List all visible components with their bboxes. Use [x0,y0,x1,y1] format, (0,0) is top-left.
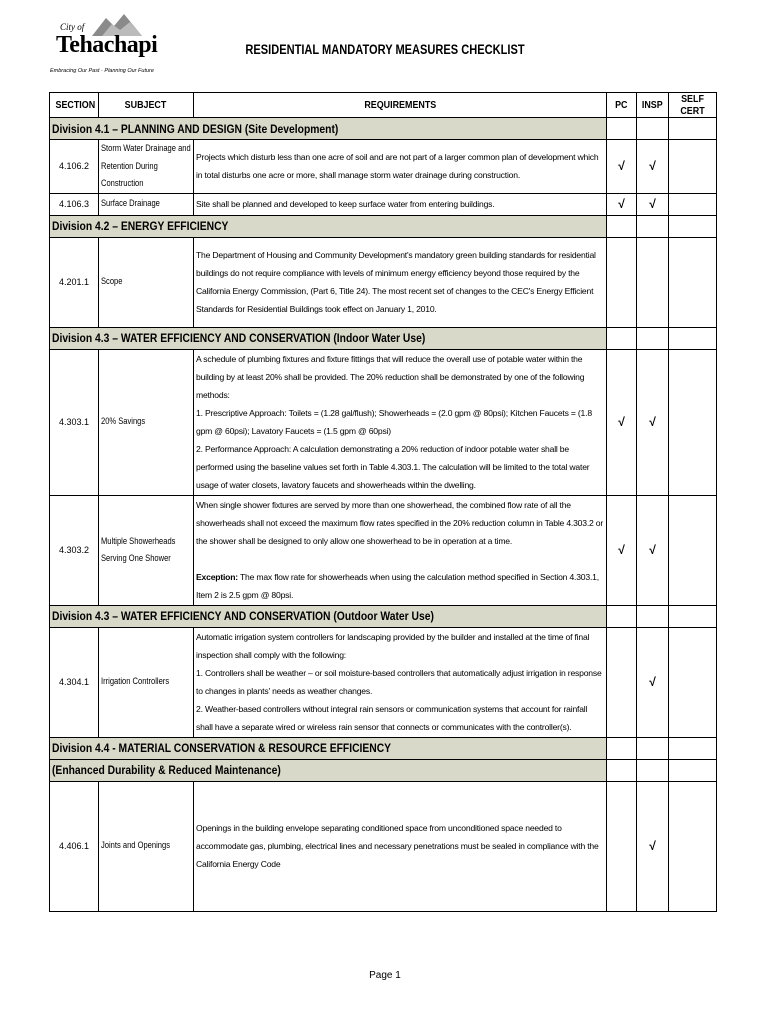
pc-check [607,237,637,327]
table-row [50,237,717,327]
table-row [50,193,717,215]
division-subtitle: (Enhanced Durability & Reduced Maintenance) [52,763,281,777]
requirement-cell: When single shower fixtures are served by more than one showerhead, the combined flow rate of all the showerheads shall not exceed the maximum flow rates specified in the 20% reduction column in Table 4.303.2 or the shower shall be designed to only allow one showerhead to be in operation at a time. Exception: The max flow rate for showerheads when using the calculation method specified in Section 4.303.1, Item 2 is 2.5 gpm @ 80psi. [194,495,607,605]
header-row [50,93,717,118]
division-title: Division 4.4 - MATERIAL CONSERVATION & RESOURCE EFFICIENCY [52,741,392,755]
requirement-cell: A schedule of plumbing fixtures and fixture fittings that will reduce the overall use of potable water within the building by at least 20% shall be provided. The 20% reduction shall be demonstrated by one of the following methods: 1. Prescriptive Approach: Toilets = (1.28 gal/flush); Showerheads = (2.0 gpm @ 80psi); Kitchen Faucets = (1.8 gpm @ 60psi); Lavatory Faucets = (1.5 gpm @ 60psi) 2. Performance Approach: A calculation demonstrating a 20% reduction of indoor potable water shall be performed using the baseline values set forth in Table 4.303.1. The calculation will be limited to the total water usage of water closets, lavatory faucets and showerheads within the dwelling. [194,349,607,495]
exception-label: Exception: [196,572,238,582]
division-title: Division 4.2 – ENERGY EFFICIENCY [52,219,229,233]
division-title: Division 4.3 – WATER EFFICIENCY AND CONSERVATION (Indoor Water Use) [52,331,426,345]
pc-check [607,627,637,737]
insp-check: √ [637,495,669,605]
insp-check [637,237,669,327]
header-requirements: REQUIREMENTS [194,93,607,118]
insp-check: √ [637,781,669,911]
division-row [50,759,717,781]
insp-check: √ [637,349,669,495]
requirement-cell: Openings in the building envelope separating conditioned space from unconditioned space needed to accommodate gas, plumbing, electrical lines and necessary penetrations must be sealed in compliance with the California Energy Code [194,781,607,911]
self-cert-check [669,193,717,215]
division-row [50,327,717,349]
page-number: Page 1 [369,970,401,981]
self-cert-check [669,140,717,194]
division-row [50,737,717,759]
section-number: 4.406.1 [50,781,99,911]
self-cert-check [669,781,717,911]
logo-city: City of [60,22,85,32]
subject-cell: Storm Water Drainage and Retention During Construction [99,140,194,194]
header-insp: INSP [637,93,669,118]
insp-check: √ [637,193,669,215]
header-self-cert: SELF CERT [669,93,717,118]
pc-check [607,781,637,911]
subject-cell: Joints and Openings [99,781,194,911]
requirement-cell: Site shall be planned and developed to keep surface water from entering buildings. [194,193,607,215]
section-number: 4.106.3 [50,193,99,215]
subject-cell: Irrigation Controllers [99,627,194,737]
header-pc: PC [607,93,637,118]
self-cert-check [669,237,717,327]
insp-check: √ [637,140,669,194]
pc-check: √ [607,495,637,605]
table-row [50,349,717,495]
table-row [50,781,717,911]
logo-name: Tehachapi [56,32,158,58]
subject-cell: Surface Drainage [99,193,194,215]
section-number: 4.201.1 [50,237,99,327]
requirement-cell: The Department of Housing and Community Development's mandatory green building standards for residential buildings do not require compliance with levels of minimum energy efficiency beyond those required by the California Energy Commission, (Part 6, Title 24). The most recent set of changes to the CEC's Energy Efficient Standards for Residential Buildings took effect on January 1, 2010. [194,237,607,327]
division-row [50,605,717,627]
page-title: RESIDENTIAL MANDATORY MEASURES CHECKLIST [245,42,525,57]
section-number: 4.304.1 [50,627,99,737]
table-row [50,495,717,605]
section-number: 4.303.1 [50,349,99,495]
section-number: 4.106.2 [50,140,99,194]
header-section: SECTION [50,93,99,118]
header-subject: SUBJECT [99,93,194,118]
table-row [50,140,717,194]
pc-check: √ [607,349,637,495]
logo-tagline: Embracing Our Past · Planning Our Future [50,68,154,74]
self-cert-check [669,627,717,737]
division-row [50,215,717,237]
pc-check: √ [607,193,637,215]
insp-check: √ [637,627,669,737]
subject-cell: Scope [99,237,194,327]
table-row [50,627,717,737]
requirement-cell: Projects which disturb less than one acre of soil and are not part of a larger common plan of development which in total disturbs one acre or more, shall manage storm water drainage during construction. [194,140,607,194]
subject-cell: Multiple Showerheads Serving One Shower [99,495,194,605]
self-cert-check [669,495,717,605]
division-title: Division 4.1 – PLANNING AND DESIGN (Site Development) [52,121,339,136]
division-row [50,118,717,140]
pc-check: √ [607,140,637,194]
subject-cell: 20% Savings [99,349,194,495]
section-number: 4.303.2 [50,495,99,605]
requirement-cell: Automatic irrigation system controllers for landscaping provided by the builder and installed at the time of final inspection shall comply with the following: 1. Controllers shall be weather – or soil moisture-based controllers that automatically adjust irrigation in response to changes in plants' needs as weather changes. 2. Weather-based controllers without integral rain sensors or communication systems that account for rainfall shall have a separate wired or wireless rain sensor that connects or communicates with the controller(s). [194,627,607,737]
division-title: Division 4.3 – WATER EFFICIENCY AND CONSERVATION (Outdoor Water Use) [52,609,434,623]
checklist-table [49,92,717,912]
self-cert-check [669,349,717,495]
